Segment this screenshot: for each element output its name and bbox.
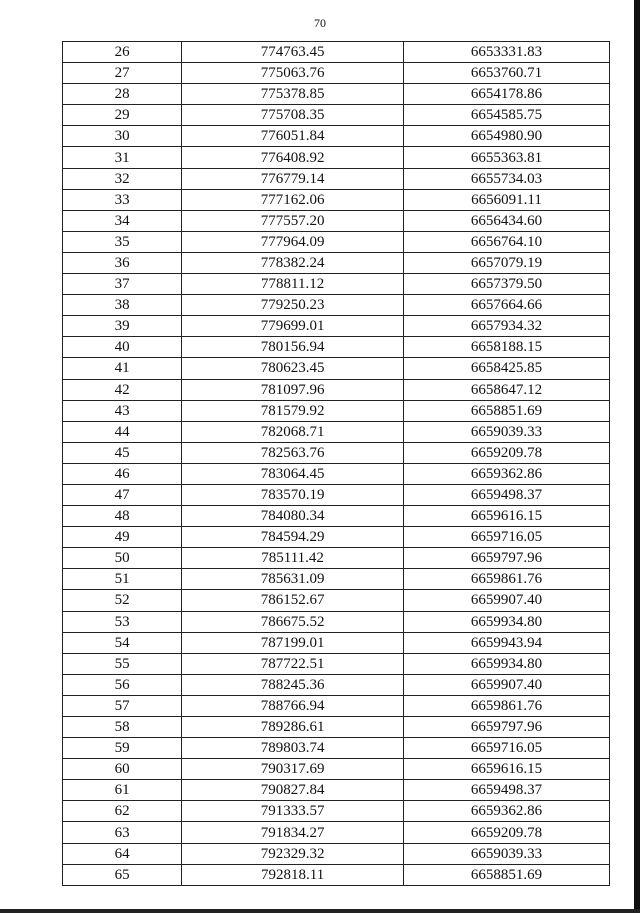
x-coordinate-cell: 785111.42 — [182, 548, 404, 569]
x-coordinate-cell: 787199.01 — [182, 632, 404, 653]
point-number-cell: 30 — [63, 126, 182, 147]
y-coordinate-cell: 6659209.78 — [404, 822, 610, 843]
point-number-cell: 27 — [63, 63, 182, 84]
x-coordinate-cell: 775708.35 — [182, 105, 404, 126]
x-coordinate-cell: 783064.45 — [182, 463, 404, 484]
table-row — [63, 463, 610, 484]
point-number-cell: 41 — [63, 358, 182, 379]
x-coordinate-cell: 784594.29 — [182, 527, 404, 548]
x-coordinate-cell: 781579.92 — [182, 400, 404, 421]
y-coordinate-cell: 6656091.11 — [404, 189, 610, 210]
table-row — [63, 759, 610, 780]
table-row — [63, 801, 610, 822]
y-coordinate-cell: 6659797.96 — [404, 548, 610, 569]
point-number-cell: 50 — [63, 548, 182, 569]
y-coordinate-cell: 6659861.76 — [404, 695, 610, 716]
point-number-cell: 32 — [63, 168, 182, 189]
y-coordinate-cell: 6659943.94 — [404, 632, 610, 653]
x-coordinate-cell: 790827.84 — [182, 780, 404, 801]
table-row — [63, 506, 610, 527]
table-row — [63, 337, 610, 358]
point-number-cell: 39 — [63, 316, 182, 337]
table-row — [63, 147, 610, 168]
table-row — [63, 252, 610, 273]
x-coordinate-cell: 782068.71 — [182, 421, 404, 442]
x-coordinate-cell: 780156.94 — [182, 337, 404, 358]
x-coordinate-cell: 774763.45 — [182, 42, 404, 63]
y-coordinate-cell: 6659716.05 — [404, 527, 610, 548]
table-row — [63, 168, 610, 189]
y-coordinate-cell: 6659616.15 — [404, 759, 610, 780]
x-coordinate-cell: 778382.24 — [182, 252, 404, 273]
table-row — [63, 231, 610, 252]
point-number-cell: 45 — [63, 442, 182, 463]
coordinates-table-body — [63, 42, 610, 886]
table-row — [63, 843, 610, 864]
y-coordinate-cell: 6654585.75 — [404, 105, 610, 126]
table-row — [63, 63, 610, 84]
table-row — [63, 210, 610, 231]
y-coordinate-cell: 6658851.69 — [404, 400, 610, 421]
table-row — [63, 42, 610, 63]
point-number-cell: 58 — [63, 717, 182, 738]
point-number-cell: 48 — [63, 506, 182, 527]
x-coordinate-cell: 786152.67 — [182, 590, 404, 611]
point-number-cell: 53 — [63, 611, 182, 632]
x-coordinate-cell: 778811.12 — [182, 274, 404, 295]
table-row — [63, 316, 610, 337]
table-row — [63, 674, 610, 695]
x-coordinate-cell: 789803.74 — [182, 738, 404, 759]
table-row — [63, 590, 610, 611]
point-number-cell: 35 — [63, 231, 182, 252]
x-coordinate-cell: 776408.92 — [182, 147, 404, 168]
point-number-cell: 63 — [63, 822, 182, 843]
y-coordinate-cell: 6656764.10 — [404, 231, 610, 252]
point-number-cell: 33 — [63, 189, 182, 210]
table-row — [63, 569, 610, 590]
table-row — [63, 189, 610, 210]
x-coordinate-cell: 777162.06 — [182, 189, 404, 210]
x-coordinate-cell: 787722.51 — [182, 653, 404, 674]
point-number-cell: 54 — [63, 632, 182, 653]
page-number: 70 — [314, 16, 326, 30]
y-coordinate-cell: 6659907.40 — [404, 590, 610, 611]
y-coordinate-cell: 6654980.90 — [404, 126, 610, 147]
table-row — [63, 695, 610, 716]
table-row — [63, 717, 610, 738]
y-coordinate-cell: 6659934.80 — [404, 653, 610, 674]
y-coordinate-cell: 6657379.50 — [404, 274, 610, 295]
x-coordinate-cell: 784080.34 — [182, 506, 404, 527]
table-row — [63, 358, 610, 379]
coordinates-table — [62, 41, 610, 886]
x-coordinate-cell: 790317.69 — [182, 759, 404, 780]
y-coordinate-cell: 6659498.37 — [404, 484, 610, 505]
table-row — [63, 274, 610, 295]
x-coordinate-cell: 792329.32 — [182, 843, 404, 864]
table-row — [63, 611, 610, 632]
point-number-cell: 51 — [63, 569, 182, 590]
point-number-cell: 60 — [63, 759, 182, 780]
y-coordinate-cell: 6659039.33 — [404, 843, 610, 864]
y-coordinate-cell: 6659797.96 — [404, 717, 610, 738]
table-row — [63, 484, 610, 505]
y-coordinate-cell: 6658851.69 — [404, 864, 610, 885]
table-row — [63, 548, 610, 569]
table-row — [63, 780, 610, 801]
table-row — [63, 400, 610, 421]
point-number-cell: 52 — [63, 590, 182, 611]
point-number-cell: 56 — [63, 674, 182, 695]
table-row — [63, 379, 610, 400]
y-coordinate-cell: 6659907.40 — [404, 674, 610, 695]
point-number-cell: 37 — [63, 274, 182, 295]
point-number-cell: 28 — [63, 84, 182, 105]
table-row — [63, 632, 610, 653]
y-coordinate-cell: 6658425.85 — [404, 358, 610, 379]
y-coordinate-cell: 6659039.33 — [404, 421, 610, 442]
x-coordinate-cell: 783570.19 — [182, 484, 404, 505]
y-coordinate-cell: 6659362.86 — [404, 463, 610, 484]
y-coordinate-cell: 6659861.76 — [404, 569, 610, 590]
point-number-cell: 44 — [63, 421, 182, 442]
y-coordinate-cell: 6657079.19 — [404, 252, 610, 273]
point-number-cell: 42 — [63, 379, 182, 400]
point-number-cell: 49 — [63, 527, 182, 548]
x-coordinate-cell: 776779.14 — [182, 168, 404, 189]
table-row — [63, 738, 610, 759]
point-number-cell: 43 — [63, 400, 182, 421]
y-coordinate-cell: 6657934.32 — [404, 316, 610, 337]
y-coordinate-cell: 6658188.15 — [404, 337, 610, 358]
y-coordinate-cell: 6657664.66 — [404, 295, 610, 316]
x-coordinate-cell: 788766.94 — [182, 695, 404, 716]
table-row — [63, 421, 610, 442]
table-row — [63, 295, 610, 316]
y-coordinate-cell: 6658647.12 — [404, 379, 610, 400]
x-coordinate-cell: 782563.76 — [182, 442, 404, 463]
page-edge-right — [634, 0, 640, 913]
table-row — [63, 527, 610, 548]
point-number-cell: 40 — [63, 337, 182, 358]
x-coordinate-cell: 777964.09 — [182, 231, 404, 252]
table-row — [63, 105, 610, 126]
y-coordinate-cell: 6655363.81 — [404, 147, 610, 168]
y-coordinate-cell: 6656434.60 — [404, 210, 610, 231]
y-coordinate-cell: 6659362.86 — [404, 801, 610, 822]
x-coordinate-cell: 776051.84 — [182, 126, 404, 147]
point-number-cell: 61 — [63, 780, 182, 801]
x-coordinate-cell: 781097.96 — [182, 379, 404, 400]
page-edge-bottom — [0, 909, 640, 913]
x-coordinate-cell: 791834.27 — [182, 822, 404, 843]
point-number-cell: 55 — [63, 653, 182, 674]
y-coordinate-cell: 6659716.05 — [404, 738, 610, 759]
x-coordinate-cell: 777557.20 — [182, 210, 404, 231]
x-coordinate-cell: 779699.01 — [182, 316, 404, 337]
table-row — [63, 653, 610, 674]
x-coordinate-cell: 788245.36 — [182, 674, 404, 695]
y-coordinate-cell: 6659209.78 — [404, 442, 610, 463]
point-number-cell: 38 — [63, 295, 182, 316]
x-coordinate-cell: 786675.52 — [182, 611, 404, 632]
x-coordinate-cell: 775378.85 — [182, 84, 404, 105]
y-coordinate-cell: 6655734.03 — [404, 168, 610, 189]
point-number-cell: 29 — [63, 105, 182, 126]
point-number-cell: 34 — [63, 210, 182, 231]
table-row — [63, 126, 610, 147]
point-number-cell: 57 — [63, 695, 182, 716]
x-coordinate-cell: 789286.61 — [182, 717, 404, 738]
x-coordinate-cell: 780623.45 — [182, 358, 404, 379]
point-number-cell: 62 — [63, 801, 182, 822]
point-number-cell: 26 — [63, 42, 182, 63]
point-number-cell: 47 — [63, 484, 182, 505]
x-coordinate-cell: 775063.76 — [182, 63, 404, 84]
table-row — [63, 864, 610, 885]
x-coordinate-cell: 779250.23 — [182, 295, 404, 316]
table-row — [63, 442, 610, 463]
point-number-cell: 64 — [63, 843, 182, 864]
point-number-cell: 59 — [63, 738, 182, 759]
table-row — [63, 84, 610, 105]
y-coordinate-cell: 6654178.86 — [404, 84, 610, 105]
y-coordinate-cell: 6653760.71 — [404, 63, 610, 84]
x-coordinate-cell: 792818.11 — [182, 864, 404, 885]
y-coordinate-cell: 6659616.15 — [404, 506, 610, 527]
y-coordinate-cell: 6653331.83 — [404, 42, 610, 63]
table-row — [63, 822, 610, 843]
point-number-cell: 36 — [63, 252, 182, 273]
point-number-cell: 65 — [63, 864, 182, 885]
y-coordinate-cell: 6659498.37 — [404, 780, 610, 801]
point-number-cell: 46 — [63, 463, 182, 484]
x-coordinate-cell: 791333.57 — [182, 801, 404, 822]
x-coordinate-cell: 785631.09 — [182, 569, 404, 590]
y-coordinate-cell: 6659934.80 — [404, 611, 610, 632]
point-number-cell: 31 — [63, 147, 182, 168]
